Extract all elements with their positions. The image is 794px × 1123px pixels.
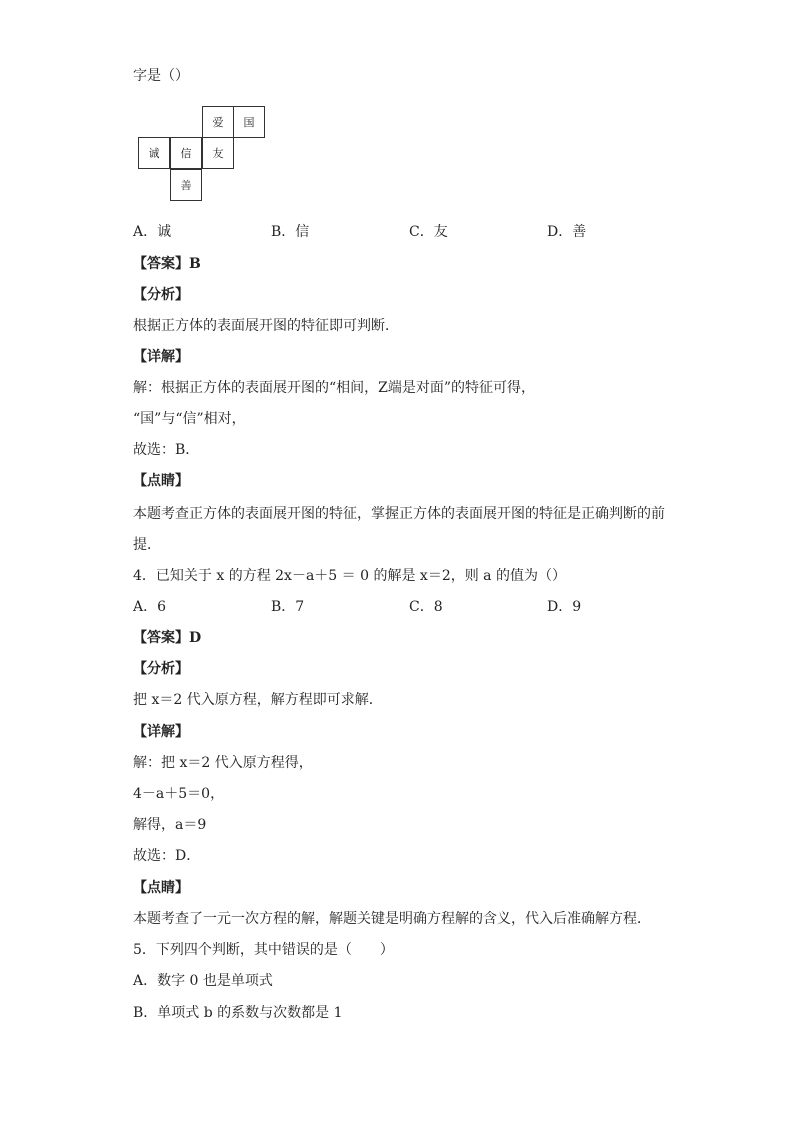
- detail-line: “国”与“信”相对，: [133, 411, 246, 427]
- option-b: B．单项式 b 的系数与次数都是 1: [133, 1005, 343, 1021]
- answer-line: 【答案】D: [133, 630, 202, 646]
- option-d: D．9: [547, 599, 582, 615]
- detail-line: 解：把 x＝2 代入原方程得，: [133, 755, 313, 771]
- net-cell-cheng: 诚: [138, 137, 170, 169]
- option-a: A．6: [133, 599, 167, 615]
- net-cell-shan: 善: [170, 169, 202, 201]
- question-5-stem: 5．下列四个判断，其中错误的是（ ）: [133, 942, 394, 958]
- question-4-stem: 4．已知关于 x 的方程 2x－a＋5 ＝ 0 的解是 x＝2，则 a 的值为（）: [133, 568, 566, 584]
- comment-heading: 【点睛】: [133, 880, 189, 896]
- comment-heading: 【点睛】: [133, 473, 189, 489]
- detail-line: 故选：B．: [133, 442, 200, 458]
- answer-line: 【答案】B: [133, 256, 201, 272]
- detail-line: 故选：D．: [133, 848, 201, 864]
- option-d: D．善: [547, 224, 587, 240]
- detail-heading: 【详解】: [133, 349, 189, 365]
- detail-line: 解得，a＝9: [133, 817, 207, 833]
- detail-line: 4－a＋5＝0，: [133, 786, 225, 802]
- comment-line: 本题考查了一元一次方程的解，解题关键是明确方程解的含义，代入后准确解方程．: [133, 911, 651, 927]
- question-stem-tail: 字是（）: [133, 68, 189, 84]
- analysis-text: 把 x＝2 代入原方程，解方程即可求解．: [133, 692, 383, 708]
- analysis-text: 根据正方体的表面展开图的特征即可判断．: [133, 318, 399, 334]
- option-b: B．信: [271, 224, 310, 240]
- option-c: C．友: [409, 224, 448, 240]
- option-c: C．8: [409, 599, 443, 615]
- net-cell-you: 友: [202, 137, 234, 169]
- option-a: A．诚: [133, 224, 172, 240]
- net-cell-ai: 爱: [202, 106, 234, 138]
- net-cell-xin: 信: [170, 137, 202, 169]
- detail-heading: 【详解】: [133, 724, 189, 740]
- comment-line: 本题考查正方体的表面展开图的特征，掌握正方体的表面展开图的特征是正确判断的前: [133, 506, 665, 522]
- option-b: B．7: [271, 599, 305, 615]
- comment-line: 提．: [133, 537, 161, 553]
- analysis-heading: 【分析】: [133, 661, 189, 677]
- detail-line: 解：根据正方体的表面展开图的“相间，Z端是对面”的特征可得，: [133, 380, 536, 396]
- option-a: A．数字 0 也是单项式: [133, 973, 273, 989]
- net-cell-guo: 国: [233, 106, 265, 138]
- analysis-heading: 【分析】: [133, 287, 189, 303]
